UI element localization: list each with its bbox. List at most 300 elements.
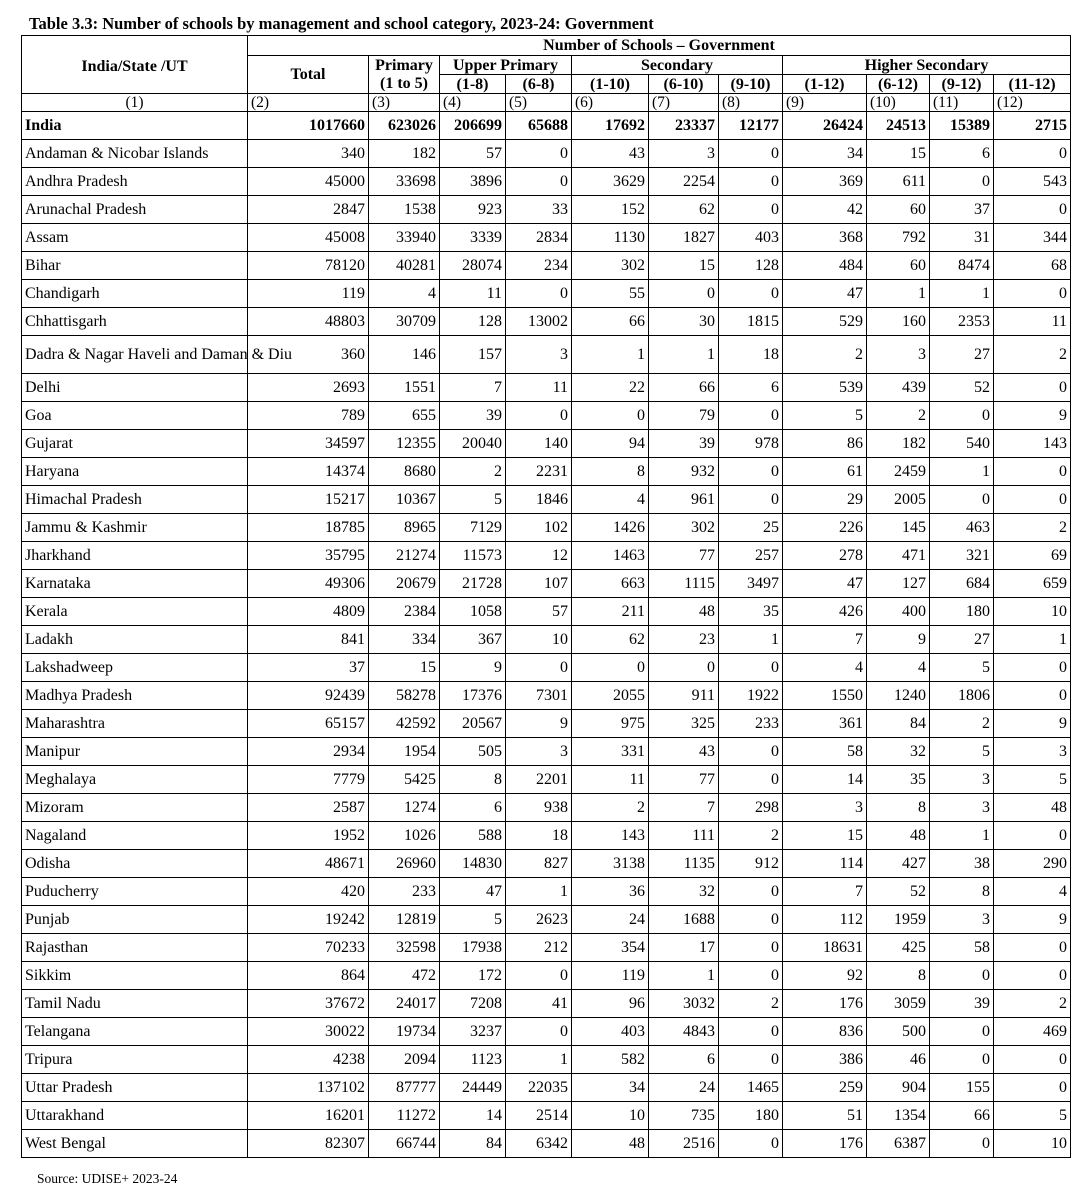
table-cell: 0 <box>994 374 1071 402</box>
table-row <box>22 112 1071 140</box>
table-cell: 47 <box>783 280 867 308</box>
table-cell: 66744 <box>369 1130 440 1158</box>
table-cell: 13002 <box>506 308 572 336</box>
table-cell: 51 <box>783 1102 867 1130</box>
table-cell: 34 <box>572 1074 649 1102</box>
row-label: Madhya Pradesh <box>22 682 248 710</box>
table-cell: 233 <box>369 878 440 906</box>
table-cell: 2005 <box>867 486 930 514</box>
row-label: Maharashtra <box>22 710 248 738</box>
table-cell: 684 <box>930 570 994 598</box>
table-row <box>22 878 1071 906</box>
table-cell: 182 <box>369 140 440 168</box>
table-cell: 3 <box>994 738 1071 766</box>
table-cell: 0 <box>719 486 783 514</box>
table-cell: 302 <box>649 514 719 542</box>
table-cell: 2201 <box>506 766 572 794</box>
table-cell: 35 <box>719 598 783 626</box>
table-cell: 0 <box>719 140 783 168</box>
table-cell: 7301 <box>506 682 572 710</box>
table-cell: 92 <box>783 962 867 990</box>
table-cell: 1 <box>930 822 994 850</box>
table-row <box>22 168 1071 196</box>
table-cell: 0 <box>719 1130 783 1158</box>
table-cell: 3339 <box>440 224 506 252</box>
table-cell: 427 <box>867 850 930 878</box>
table-cell: 14830 <box>440 850 506 878</box>
table-cell: 4 <box>783 654 867 682</box>
higher-secondary-header: Higher Secondary <box>783 56 1071 75</box>
table-cell: 70233 <box>248 934 369 962</box>
table-row <box>22 224 1071 252</box>
table-cell: 65157 <box>248 710 369 738</box>
table-row <box>22 738 1071 766</box>
table-cell: 23337 <box>649 112 719 140</box>
table-cell: 1538 <box>369 196 440 224</box>
table-cell: 20679 <box>369 570 440 598</box>
table-cell: 7 <box>649 794 719 822</box>
table-cell: 84 <box>867 710 930 738</box>
table-cell: 403 <box>719 224 783 252</box>
table-cell: 2834 <box>506 224 572 252</box>
table-cell: 8680 <box>369 458 440 486</box>
table-cell: 9 <box>440 654 506 682</box>
table-cell: 1959 <box>867 906 930 934</box>
table-cell: 0 <box>506 280 572 308</box>
row-label: Sikkim <box>22 962 248 990</box>
table-cell: 0 <box>649 280 719 308</box>
table-cell: 7 <box>783 878 867 906</box>
table-cell: 12355 <box>369 430 440 458</box>
table-cell: 226 <box>783 514 867 542</box>
table-cell: 11 <box>506 374 572 402</box>
row-label: Andaman & Nicobar Islands <box>22 140 248 168</box>
table-cell: 321 <box>930 542 994 570</box>
table-cell: 20567 <box>440 710 506 738</box>
table-cell: 0 <box>719 934 783 962</box>
table-cell: 143 <box>994 430 1071 458</box>
table-cell: 6 <box>719 374 783 402</box>
table-cell: 827 <box>506 850 572 878</box>
table-cell: 3138 <box>572 850 649 878</box>
row-label: Puducherry <box>22 878 248 906</box>
table-cell: 58 <box>930 934 994 962</box>
table-cell: 0 <box>506 654 572 682</box>
table-cell: 735 <box>649 1102 719 1130</box>
table-cell: 39 <box>930 990 994 1018</box>
table-cell: 1026 <box>369 822 440 850</box>
column-number: (1) <box>22 94 248 112</box>
table-cell: 0 <box>719 906 783 934</box>
table-cell: 58278 <box>369 682 440 710</box>
table-cell: 611 <box>867 168 930 196</box>
table-cell: 35 <box>867 766 930 794</box>
table-cell: 8965 <box>369 514 440 542</box>
table-cell: 15 <box>867 140 930 168</box>
table-cell: 2715 <box>994 112 1071 140</box>
column-number: (5) <box>506 94 572 112</box>
table-cell: 15 <box>783 822 867 850</box>
table-cell: 34 <box>783 140 867 168</box>
row-label: Manipur <box>22 738 248 766</box>
table-cell: 386 <box>783 1046 867 1074</box>
table-cell: 8 <box>440 766 506 794</box>
table-row <box>22 570 1071 598</box>
table-cell: 23 <box>649 626 719 654</box>
table-cell: 65688 <box>506 112 572 140</box>
table-cell: 11 <box>440 280 506 308</box>
table-cell: 18 <box>506 822 572 850</box>
table-row <box>22 280 1071 308</box>
table-row <box>22 1102 1071 1130</box>
row-label: Haryana <box>22 458 248 486</box>
table-cell: 0 <box>994 962 1071 990</box>
row-label: India <box>22 112 248 140</box>
table-cell: 102 <box>506 514 572 542</box>
table-cell: 24017 <box>369 990 440 1018</box>
table-cell: 12 <box>506 542 572 570</box>
table-cell: 119 <box>572 962 649 990</box>
row-label: Odisha <box>22 850 248 878</box>
table-row <box>22 822 1071 850</box>
hs-6-12-header: (6-12) <box>867 75 930 94</box>
table-cell: 0 <box>506 1018 572 1046</box>
column-number: (12) <box>994 94 1071 112</box>
table-cell: 529 <box>783 308 867 336</box>
table-cell: 15389 <box>930 112 994 140</box>
table-cell: 425 <box>867 934 930 962</box>
table-cell: 96 <box>572 990 649 1018</box>
table-cell: 52 <box>867 878 930 906</box>
table-cell: 257 <box>719 542 783 570</box>
table-cell: 0 <box>930 1046 994 1074</box>
row-label: Punjab <box>22 906 248 934</box>
table-cell: 0 <box>930 168 994 196</box>
table-cell: 57 <box>506 598 572 626</box>
row-label: Himachal Pradesh <box>22 486 248 514</box>
table-cell: 12819 <box>369 906 440 934</box>
table-row <box>22 430 1071 458</box>
table-cell: 0 <box>994 196 1071 224</box>
table-cell: 8 <box>572 458 649 486</box>
table-cell: 3629 <box>572 168 649 196</box>
column-number-row <box>22 94 1071 112</box>
table-cell: 912 <box>719 850 783 878</box>
row-label: Gujarat <box>22 430 248 458</box>
row-label: Chandigarh <box>22 280 248 308</box>
table-cell: 5 <box>994 1102 1071 1130</box>
table-row <box>22 906 1071 934</box>
table-cell: 157 <box>440 336 506 374</box>
table-cell: 6342 <box>506 1130 572 1158</box>
table-cell: 302 <box>572 252 649 280</box>
table-cell: 0 <box>719 1018 783 1046</box>
table-cell: 182 <box>867 430 930 458</box>
table-cell: 961 <box>649 486 719 514</box>
table-cell: 40281 <box>369 252 440 280</box>
table-cell: 932 <box>649 458 719 486</box>
table-cell: 2 <box>994 336 1071 374</box>
table-cell: 11 <box>572 766 649 794</box>
table-cell: 21728 <box>440 570 506 598</box>
table-cell: 30022 <box>248 1018 369 1046</box>
row-label: Telangana <box>22 1018 248 1046</box>
table-cell: 37 <box>248 654 369 682</box>
row-label: Rajasthan <box>22 934 248 962</box>
table-cell: 4 <box>369 280 440 308</box>
table-cell: 60 <box>867 196 930 224</box>
table-cell: 978 <box>719 430 783 458</box>
table-cell: 298 <box>719 794 783 822</box>
table-cell: 55 <box>572 280 649 308</box>
table-cell: 2 <box>930 710 994 738</box>
group-header-government: Number of Schools – Government <box>248 36 1071 56</box>
table-cell: 8 <box>930 878 994 906</box>
table-cell: 15 <box>369 654 440 682</box>
table-cell: 1130 <box>572 224 649 252</box>
table-cell: 17692 <box>572 112 649 140</box>
table-cell: 2 <box>994 990 1071 1018</box>
row-label: Goa <box>22 402 248 430</box>
table-cell: 9 <box>994 710 1071 738</box>
table-cell: 5425 <box>369 766 440 794</box>
table-cell: 24513 <box>867 112 930 140</box>
table-cell: 0 <box>994 654 1071 682</box>
table-cell: 57 <box>440 140 506 168</box>
table-cell: 2094 <box>369 1046 440 1074</box>
table-cell: 143 <box>572 822 649 850</box>
table-cell: 10 <box>572 1102 649 1130</box>
table-cell: 0 <box>719 962 783 990</box>
table-cell: 8 <box>867 794 930 822</box>
table-cell: 1806 <box>930 682 994 710</box>
table-row <box>22 374 1071 402</box>
table-cell: 43 <box>649 738 719 766</box>
table-cell: 792 <box>867 224 930 252</box>
table-cell: 4 <box>867 654 930 682</box>
table-cell: 24 <box>649 1074 719 1102</box>
table-cell: 2353 <box>930 308 994 336</box>
table-cell: 1922 <box>719 682 783 710</box>
table-cell: 119 <box>248 280 369 308</box>
table-row <box>22 1046 1071 1074</box>
table-cell: 0 <box>994 280 1071 308</box>
sec-6-10-header: (6-10) <box>649 75 719 94</box>
table-cell: 0 <box>994 1046 1071 1074</box>
row-label: Meghalaya <box>22 766 248 794</box>
table-cell: 6 <box>649 1046 719 1074</box>
table-cell: 1123 <box>440 1046 506 1074</box>
table-cell: 45008 <box>248 224 369 252</box>
row-label: Karnataka <box>22 570 248 598</box>
table-cell: 1 <box>649 336 719 374</box>
table-cell: 5 <box>440 906 506 934</box>
table-cell: 2 <box>719 990 783 1018</box>
table-row <box>22 336 1071 374</box>
table-cell: 0 <box>930 1130 994 1158</box>
table-cell: 35795 <box>248 542 369 570</box>
table-cell: 48 <box>994 794 1071 822</box>
table-cell: 37 <box>930 196 994 224</box>
table-cell: 5 <box>440 486 506 514</box>
row-label: Bihar <box>22 252 248 280</box>
table-cell: 0 <box>930 1018 994 1046</box>
row-label: Assam <box>22 224 248 252</box>
table-cell: 290 <box>994 850 1071 878</box>
table-cell: 140 <box>506 430 572 458</box>
table-cell: 176 <box>783 990 867 1018</box>
table-cell: 1 <box>506 1046 572 1074</box>
table-cell: 30 <box>649 308 719 336</box>
column-number: (2) <box>248 94 369 112</box>
primary-range-header: (1 to 5) <box>369 75 440 94</box>
table-cell: 17376 <box>440 682 506 710</box>
table-cell: 471 <box>867 542 930 570</box>
table-cell: 6387 <box>867 1130 930 1158</box>
table-cell: 10 <box>994 1130 1071 1158</box>
table-cell: 0 <box>719 738 783 766</box>
table-row <box>22 252 1071 280</box>
table-cell: 1 <box>994 626 1071 654</box>
table-cell: 234 <box>506 252 572 280</box>
table-cell: 16201 <box>248 1102 369 1130</box>
table-cell: 1 <box>649 962 719 990</box>
row-label: Kerala <box>22 598 248 626</box>
row-label: Ladakh <box>22 626 248 654</box>
table-cell: 7779 <box>248 766 369 794</box>
table-cell: 180 <box>930 598 994 626</box>
table-cell: 11 <box>994 308 1071 336</box>
row-label: West Bengal <box>22 1130 248 1158</box>
table-cell: 32 <box>649 878 719 906</box>
table-cell: 0 <box>649 654 719 682</box>
table-cell: 9 <box>994 402 1071 430</box>
table-cell: 5 <box>994 766 1071 794</box>
table-cell: 0 <box>572 402 649 430</box>
table-cell: 472 <box>369 962 440 990</box>
table-cell: 34597 <box>248 430 369 458</box>
table-cell: 2 <box>719 822 783 850</box>
table-cell: 42 <box>783 196 867 224</box>
table-cell: 77 <box>649 766 719 794</box>
table-cell: 37672 <box>248 990 369 1018</box>
table-row <box>22 542 1071 570</box>
table-cell: 2 <box>994 514 1071 542</box>
table-cell: 79 <box>649 402 719 430</box>
table-cell: 39 <box>649 430 719 458</box>
table-row <box>22 598 1071 626</box>
table-cell: 3059 <box>867 990 930 1018</box>
table-cell: 32598 <box>369 934 440 962</box>
table-cell: 14374 <box>248 458 369 486</box>
table-cell: 28074 <box>440 252 506 280</box>
table-cell: 92439 <box>248 682 369 710</box>
table-cell: 500 <box>867 1018 930 1046</box>
table-cell: 325 <box>649 710 719 738</box>
table-cell: 278 <box>783 542 867 570</box>
row-label: Tripura <box>22 1046 248 1074</box>
table-cell: 10 <box>994 598 1071 626</box>
table-cell: 8474 <box>930 252 994 280</box>
column-number: (9) <box>783 94 867 112</box>
table-cell: 0 <box>719 1046 783 1074</box>
table-cell: 127 <box>867 570 930 598</box>
table-row <box>22 626 1071 654</box>
table-cell: 62 <box>572 626 649 654</box>
table-row <box>22 990 1071 1018</box>
table-row <box>22 1018 1071 1046</box>
table-row <box>22 794 1071 822</box>
table-cell: 42592 <box>369 710 440 738</box>
table-cell: 211 <box>572 598 649 626</box>
table-cell: 36 <box>572 878 649 906</box>
sec-9-10-header: (9-10) <box>719 75 783 94</box>
table-cell: 48 <box>649 598 719 626</box>
column-number: (7) <box>649 94 719 112</box>
primary-header: Primary <box>369 56 440 75</box>
table-cell: 17 <box>649 934 719 962</box>
table-cell: 0 <box>719 766 783 794</box>
table-cell: 938 <box>506 794 572 822</box>
table-cell: 49306 <box>248 570 369 598</box>
table-cell: 14 <box>783 766 867 794</box>
table-title: Table 3.3: Number of schools by management and school category, 2023-24: Government <box>29 14 654 33</box>
table-cell: 0 <box>930 486 994 514</box>
table-cell: 1827 <box>649 224 719 252</box>
table-cell: 0 <box>719 458 783 486</box>
table-cell: 160 <box>867 308 930 336</box>
table-cell: 145 <box>867 514 930 542</box>
up-6-8-header: (6-8) <box>506 75 572 94</box>
table-cell: 0 <box>994 486 1071 514</box>
table-cell: 18 <box>719 336 783 374</box>
table-cell: 3 <box>649 140 719 168</box>
table-cell: 46 <box>867 1046 930 1074</box>
table-cell: 1550 <box>783 682 867 710</box>
table-cell: 38 <box>930 850 994 878</box>
table-cell: 911 <box>649 682 719 710</box>
table-cell: 26424 <box>783 112 867 140</box>
table-cell: 2514 <box>506 1102 572 1130</box>
table-cell: 6 <box>440 794 506 822</box>
table-cell: 69 <box>994 542 1071 570</box>
table-cell: 841 <box>248 626 369 654</box>
table-cell: 1954 <box>369 738 440 766</box>
column-number: (8) <box>719 94 783 112</box>
table-row <box>22 962 1071 990</box>
table-cell: 45000 <box>248 168 369 196</box>
table-cell: 52 <box>930 374 994 402</box>
table-cell: 361 <box>783 710 867 738</box>
table-cell: 623026 <box>369 112 440 140</box>
table-cell: 18785 <box>248 514 369 542</box>
table-cell: 1846 <box>506 486 572 514</box>
table-cell: 0 <box>994 682 1071 710</box>
column-number: (10) <box>867 94 930 112</box>
total-header: Total <box>248 56 369 94</box>
table-cell: 58 <box>783 738 867 766</box>
table-cell: 86 <box>783 430 867 458</box>
table-cell: 259 <box>783 1074 867 1102</box>
table-cell: 18631 <box>783 934 867 962</box>
table-cell: 11272 <box>369 1102 440 1130</box>
table-cell: 60 <box>867 252 930 280</box>
table-cell: 0 <box>994 934 1071 962</box>
table-cell: 0 <box>719 654 783 682</box>
table-cell: 146 <box>369 336 440 374</box>
table-cell: 484 <box>783 252 867 280</box>
row-label: Jammu & Kashmir <box>22 514 248 542</box>
